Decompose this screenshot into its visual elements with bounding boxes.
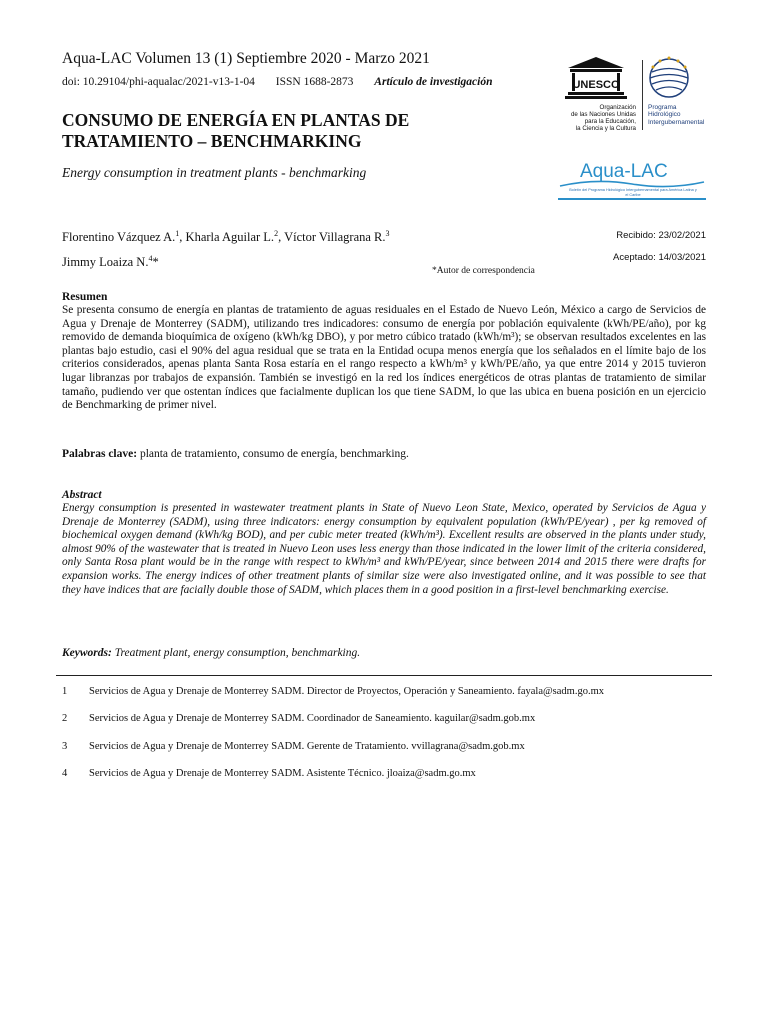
resumen-heading: Resumen	[62, 291, 108, 303]
author-name: Jimmy Loaiza N.	[62, 255, 149, 270]
footnote	[62, 768, 476, 779]
footnote-text: Servicios de Agua y Drenaje de Monterrey SADM. Asistente Técnico. jloaiza@sadm.go.mx	[89, 768, 476, 779]
journal-issue: Aqua-LAC Volumen 13 (1) Septiembre 2020 - Marzo 2021	[62, 50, 430, 67]
keywords-es-text: planta de tratamiento, consumo de energía, benchmarking.	[137, 448, 409, 460]
corresponding-note: *Autor de correspondencia	[432, 266, 535, 276]
unesco-temple-icon	[556, 55, 636, 101]
unesco-logo	[556, 55, 636, 106]
footnote-number: 1	[62, 686, 68, 697]
paper-subtitle: Energy consumption in treatment plants - benchmarking	[62, 165, 367, 180]
doi-link[interactable]: doi: 10.29104/phi-aqualac/2021-v13-1-04	[62, 76, 255, 88]
keywords-es-label: Palabras clave:	[62, 448, 138, 460]
article-type: Artículo de investigación	[374, 76, 493, 88]
ihp-logo	[646, 55, 692, 106]
footnote-rule	[56, 675, 712, 676]
ihp-globe-icon	[646, 55, 692, 101]
aqualac-wordmark: Aqua-LAC	[580, 161, 668, 182]
footnote	[62, 713, 535, 724]
abstract-body: Energy consumption is presented in wastewater treatment plants in State of Nuevo Leon State, Mexico, operated by Servicios de Agua y Drenaje de Monterrey (SADM), using three indicators: energy consumption by equivalent population (kWh/PE/year) , per kg removed of biochemical oxygen demand (kWh/kg BOD), and per cubic meter treated (kWh/m³). Excellent results are observed in the plants under study, almost 90% of the wastewater that is treated in Nuevo Leon uses less energy than those indicated in the lower limit of the criteria considered, only Santa Rosa plant would be in the range with respect to kWh/m³ and kWh/PE/year, since between 2014 and 2015 there were drafts for expansion works. The energy indices of other treatment plants of similar size were also investigated online, and it was possible to see that they have indices that are facially double those of SADM, which places them in a good position in a first-level benchmarking exercise.	[62, 502, 706, 596]
logo-divider	[642, 60, 643, 130]
keywords-es	[62, 448, 409, 460]
footnote-number: 4	[62, 768, 68, 779]
author-line-1	[62, 223, 390, 248]
author-affiliation-mark: 1	[175, 229, 180, 238]
accepted-date: Aceptado: 14/03/2021	[613, 252, 706, 263]
ihp-caption	[648, 104, 704, 126]
article-meta	[62, 76, 493, 88]
footnote-text: Servicios de Agua y Drenaje de Monterrey SADM. Coordinador de Saneamiento. kaguilar@sadm.gob.mx	[89, 713, 536, 724]
corresponding-mark: *	[152, 255, 159, 270]
ihp-line: Hidrológico	[648, 111, 681, 119]
unesco-line: para la Educación,	[584, 118, 636, 125]
unesco-wordmark: UNESCO	[572, 79, 620, 91]
keywords-en	[62, 647, 360, 659]
author-name: Florentino Vázquez A.	[62, 230, 176, 245]
author-name: , Kharla Aguilar L.	[179, 230, 275, 245]
resumen-body: Se presenta consumo de energía en plantas de tratamiento de aguas residuales en el Estado de Nuevo León, México a cargo de Servicios de Agua y Drenaje de Monterrey (SADM), utilizando tres indicadores: consumo de energía por población equivalente (kWh/PE/año), por kg removido de demanda bioquímica de oxígeno (kWh/kg DBO), y por metro cúbico tratado (kWh/m³); se observan resultados excelentes en las plantas bajo estudio, casi el 90% del agua residual que se trata en la Entidad ocupa menos energía que los señalados en el límite bajo de los criterios considerados, apenas planta Santa Rosa estaría en el rango respecto a kWh/m³ y kWh/PE/año, ya que entre 2014 y 2015 tuvieron lugar libranzas por trabajos de expansión. También se investigó en la red los índices energéticos de otras plantas de tratamiento de similar tamaño, pudiendo ver que ostentan índices que facialmente duplican los que tiene SADM, lo que las ubica en buena posición en un ejercicio de Benchmarking de primer nivel.	[62, 304, 706, 412]
unesco-line: la Ciencia y la Cultura	[575, 125, 636, 132]
ihp-line: Programa	[648, 104, 677, 111]
issn: ISSN 1688-2873	[275, 76, 354, 88]
footnote-text: Servicios de Agua y Drenaje de Monterrey SADM. Director de Proyectos, Operación y Saneamiento. fayala@sadm.go.mx	[89, 686, 604, 697]
footnote	[62, 686, 604, 697]
author-list	[62, 223, 390, 273]
abstract-heading: Abstract	[62, 489, 102, 501]
author-affiliation-mark: 4	[148, 254, 153, 264]
received-date: Recibido: 23/02/2021	[616, 230, 706, 241]
keywords-en-text: Treatment plant, energy consumption, benchmarking.	[111, 647, 361, 659]
unesco-caption	[556, 104, 636, 132]
article-dates	[613, 225, 706, 269]
author-name: , Víctor Villagrana R.	[278, 230, 386, 245]
footnote-number: 3	[62, 741, 68, 752]
author-line-2	[62, 248, 390, 273]
footnote-number: 2	[62, 713, 68, 724]
footnote	[62, 741, 525, 752]
keywords-en-label: Keywords:	[62, 647, 112, 659]
ihp-line: Intergubernamental	[648, 118, 705, 126]
footnote-text: Servicios de Agua y Drenaje de Monterrey SADM. Gerente de Tratamiento. vvillagrana@sadm.gob.mx	[89, 741, 525, 752]
unesco-line: de las Naciones Unidas	[570, 111, 636, 118]
unesco-line: Organización	[599, 104, 636, 111]
paper-title: CONSUMO DE ENERGÍA EN PLANTAS DE TRATAMIENTO – BENCHMARKING	[62, 110, 410, 151]
author-affiliation-mark: 2	[274, 229, 279, 238]
aqualac-tagline: Boletín del Programa Hidrológico Intergubernamental para América Latina y el Caribe	[569, 188, 697, 197]
author-affiliation-mark: 3	[385, 229, 390, 238]
